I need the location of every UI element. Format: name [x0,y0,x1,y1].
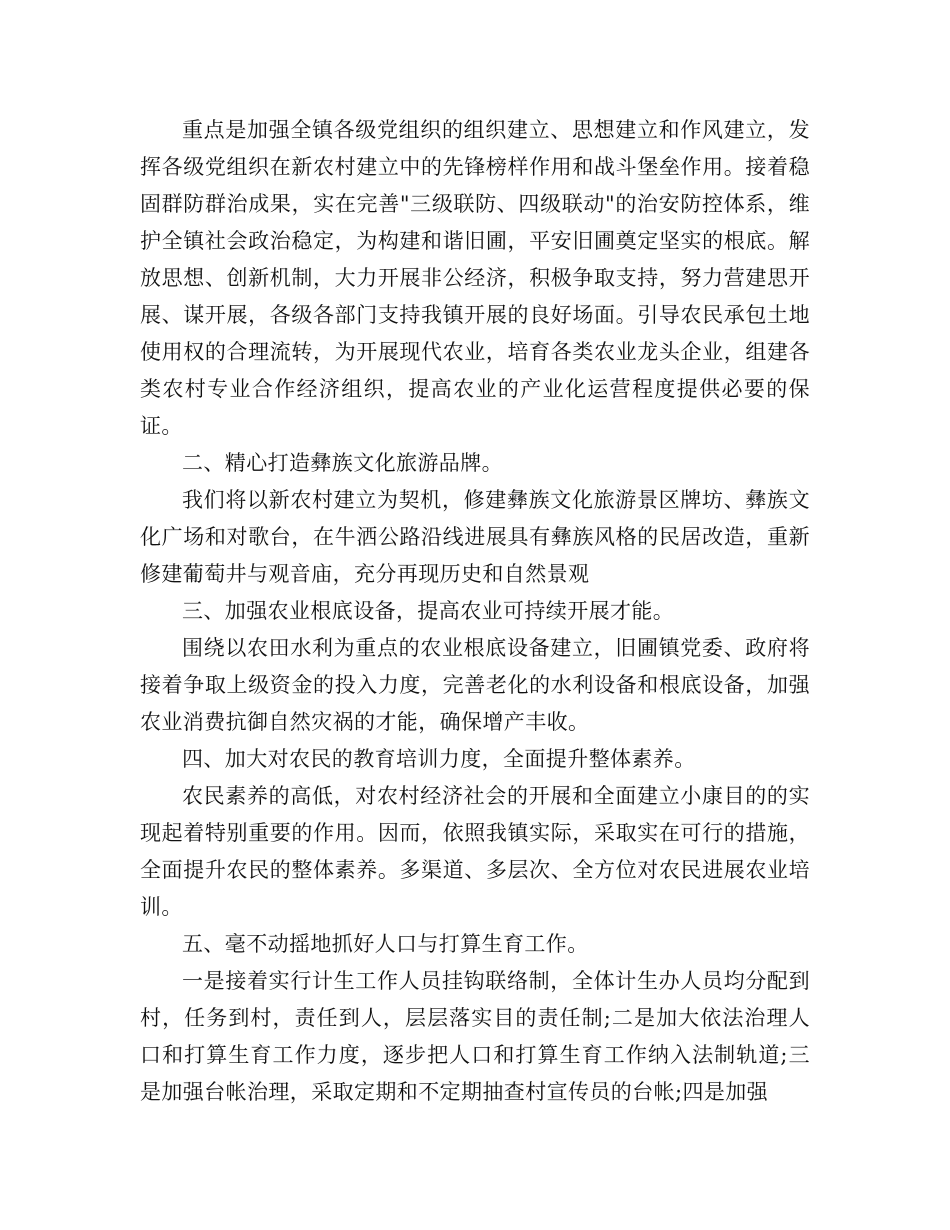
heading-section-2: 二、精心打造彝族文化旅游品牌。 [182,451,503,475]
paragraph-family-planning: 一是接着实行计生工作人员挂钩联络制，全体计生办人员均分配到村，任务到村，责任到人，层层落实目的责任制;二是加大依法治理人口和打算生育工作力度，逐步把人口和打算生育工作纳入法制轨道;三是加强台帐治理，采取定期和不定期抽查村宣传员的台帐;四是加强 [140,969,810,1104]
paragraph-tourism: 我们将以新农村建立为契机，修建彝族文化旅游景区牌坊、彝族文化广场和对歌台，在牛洒公路沿线进展具有彝族风格的民居改造，重新修建葡萄井与观音庙，充分再现历史和自然景观 [140,488,810,586]
paragraph-party-building: 重点是加强全镇各级党组织的组织建立、思想建立和作风建立，发挥各级党组织在新农村建立中的先锋榜样作用和战斗堡垒作用。接着稳固群防群治成果，实在完善"三级联防、四级联动"的治安防控体系，维护全镇社会政治稳定，为构建和谐旧圃，平安旧圃奠定坚实的根底。解放思想、创新机制，大力开展非公经济，积极争取支持，努力营建思开展、谋开展，各级各部门支持我镇开展的良好场面。引导农民承包土地使用权的合理流转，为开展现代农业，培育各类农业龙头企业，组建各类农村专业合作经济组织，提高农业的产业化运营程度提供必要的保证。 [140,118,810,438]
heading-section-4: 四、加大对农民的教育培训力度，全面提升整体素养。 [182,747,696,771]
document-body [140,112,810,1111]
heading-section-3: 三、加强农业根底设备，提高农业可持续开展才能。 [182,599,675,623]
heading-section-5: 五、毫不动摇地抓好人口与打算生育工作。 [182,932,589,956]
paragraph-education: 农民素养的高低，对农村经济社会的开展和全面建立小康目的的实现起着特别重要的作用。因而，依照我镇实际，采取实在可行的措施，全面提升农民的整体素养。多渠道、多层次、全方位对农民进展农业培训。 [140,784,810,919]
paragraph-infrastructure: 围绕以农田水利为重点的农业根底设备建立，旧圃镇党委、政府将接着争取上级资金的投入力度，完善老化的水利设备和根底设备，加强农业消费抗御自然灾祸的才能，确保增产丰收。 [140,636,810,734]
